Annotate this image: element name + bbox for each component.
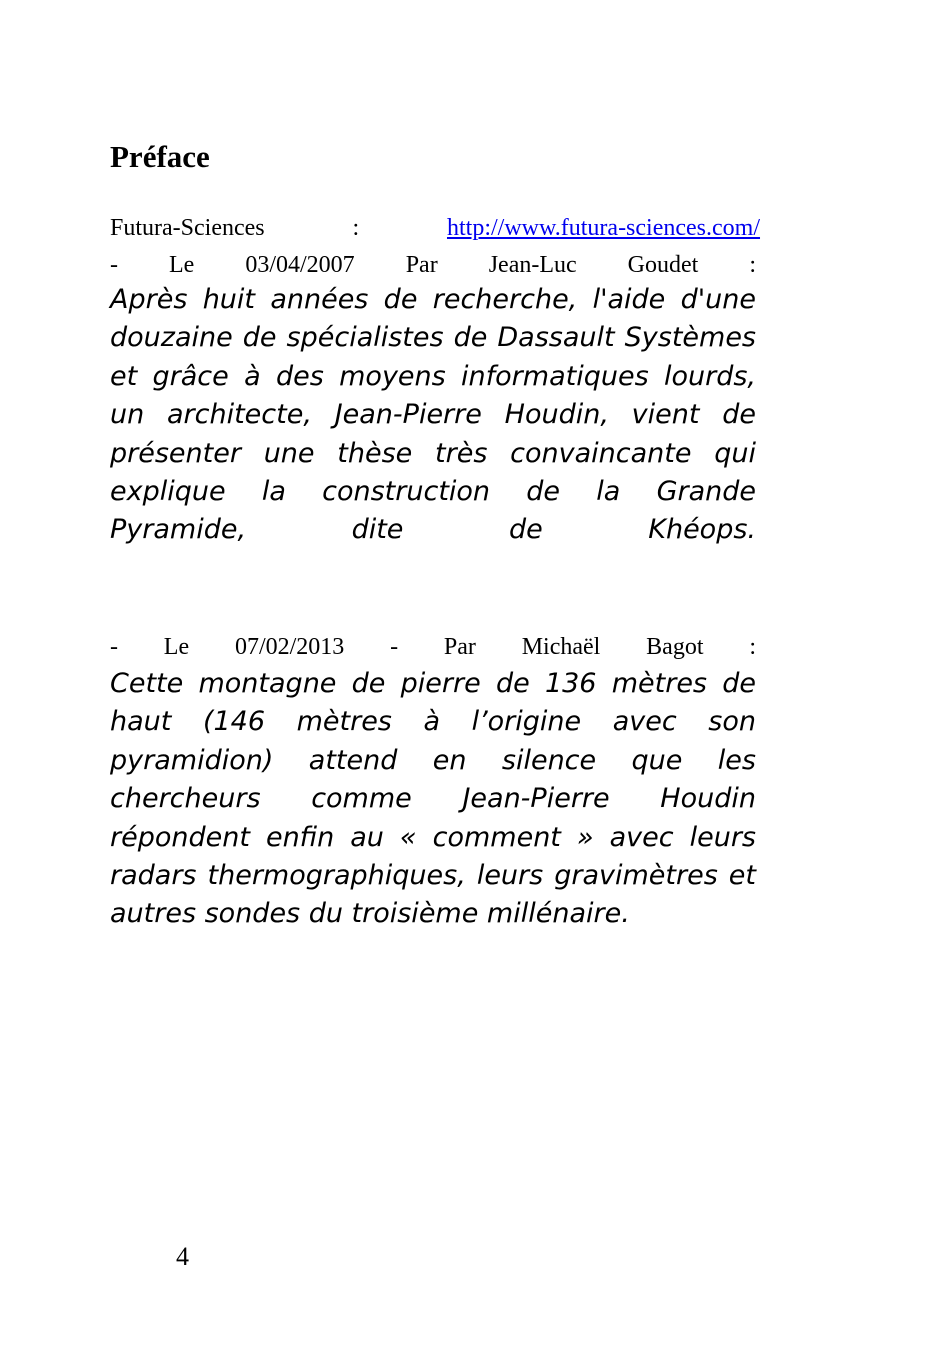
source-link[interactable]: http://www.futura-sciences.com/ [446,215,761,241]
source-name: Futura-Sciences [110,215,265,241]
page-number: 4 [176,1242,189,1271]
source-line [110,210,760,246]
article-1-text: Après huit années de recherche, l'aide d'une douzaine de spécialistes de Dassault Systèmes et grâce à des moyens informatiques lourds, un architecte, Jean-Pierre Houdin, vient de présenter une thèse très convaincante qui explique la construction de la Grande Pyramide, dite de Khéops. [110,284,756,546]
article-2-text: Cette montagne de pierre de 136 mètres de haut (146 mètres à l’origine avec son pyramidion) attend en silence que les chercheurs comme Jean-Pierre Houdin répondent enfin au « comment » avec leurs radars thermographiques, leurs gravimètres et autres sondes du troisième millénaire. [110,668,756,930]
page-title: Préface [110,139,210,174]
source-separator: : [352,215,360,241]
article-1-byline: - Le 03/04/2007 Par Jean-Luc Goudet : [110,252,756,278]
article-2-byline: - Le 07/02/2013 - Par Michaël Bagot : [110,634,756,660]
